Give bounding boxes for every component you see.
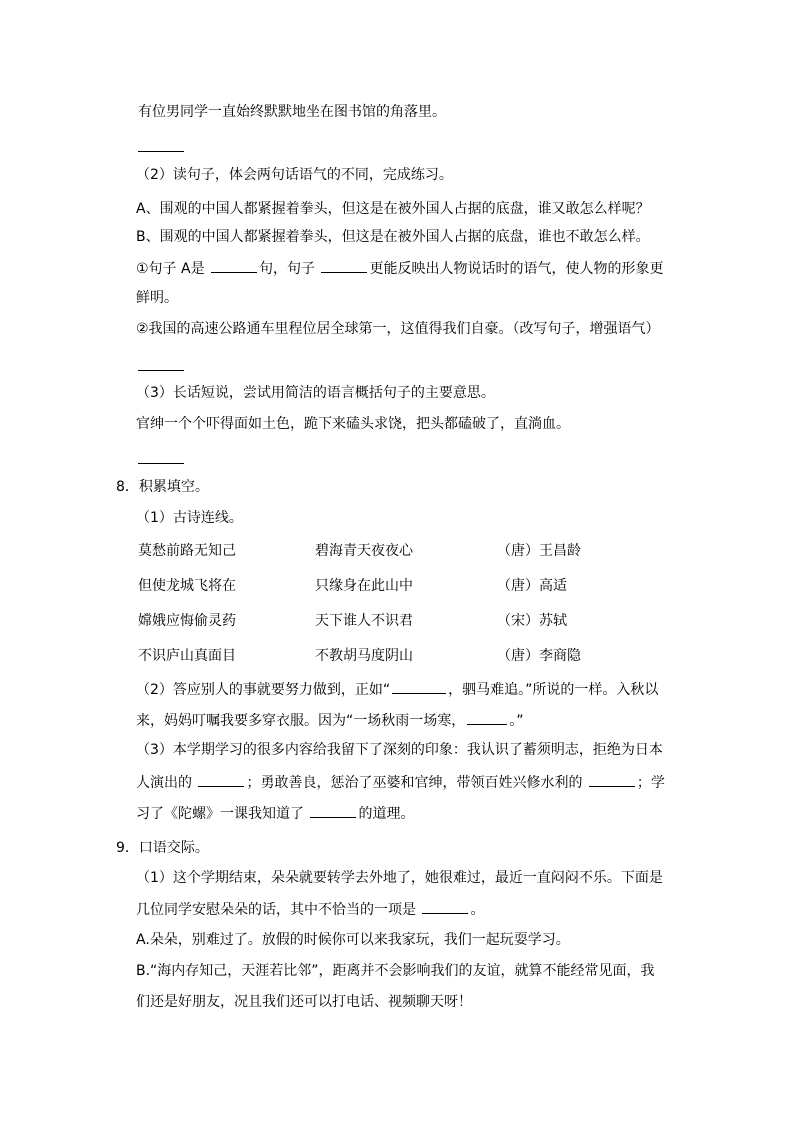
text-segment: 9．口语交际。 — [116, 840, 209, 856]
text-line — [136, 227, 650, 247]
text-segment: 几位同学安慰朵朵的话，其中不恰当的一项是 — [136, 902, 421, 918]
poem-col2-item: 不教胡马度阴山 — [315, 648, 413, 664]
text-line — [116, 477, 209, 497]
text-segment: A、围观的中国人都紧握着拳头，但这是在被外国人占据的底盘，谁又敢怎么样呢？ — [136, 201, 650, 217]
text-segment: 官绅一个个吓得面如土色，跪下来磕头求饶，把头都磕破了，直淌血。 — [136, 416, 570, 432]
text-segment: 鲜明。 — [136, 290, 178, 306]
text-segment: 。” — [509, 713, 524, 729]
text-line — [136, 679, 658, 700]
text-segment: 8．积累填空。 — [116, 479, 209, 495]
text-line — [138, 102, 446, 122]
poem-col3-item: （唐）高适 — [497, 578, 567, 594]
answer-line — [138, 151, 184, 152]
answer-line — [138, 463, 184, 464]
text-line — [136, 199, 650, 219]
fill-blank[interactable] — [198, 772, 244, 787]
fill-blank[interactable] — [211, 258, 257, 273]
text-segment: 们还是好朋友，况且我们还可以打电话、视频聊天呀！ — [136, 994, 472, 1010]
text-line — [136, 803, 414, 824]
fill-blank[interactable] — [321, 258, 367, 273]
text-line — [136, 740, 663, 760]
text-line — [136, 258, 663, 279]
fill-blank[interactable] — [310, 803, 356, 818]
text-segment: ，驷马难追。”所说的一样。入秋以 — [448, 682, 659, 698]
text-segment: 习了《陀螺》一课我知道了 — [136, 806, 309, 822]
text-segment: 句，句子 — [259, 261, 320, 277]
text-segment: B.“海内存知己，天涯若比邻”，距离并不会影响我们的友谊，就算不能经常见面，我 — [136, 963, 655, 979]
poem-col3-item: （唐）李商隐 — [497, 648, 581, 664]
text-segment: ①句子 A是 — [136, 261, 210, 277]
text-segment: B、围观的中国人都紧握着拳头，但这是在被外国人占据的底盘，谁也不敢怎么样。 — [136, 229, 650, 245]
text-line — [136, 992, 472, 1012]
text-segment: ；勇敢善良，惩治了巫婆和官绅，带领百姓兴修水利的 — [246, 775, 587, 791]
poem-col3-item: （宋）苏轼 — [497, 613, 567, 629]
text-segment: 的道理。 — [358, 806, 415, 822]
text-segment: ②我国的高速公路通车里程位居全球第一，这值得我们自豪。（改写句子，增强语气） — [136, 321, 660, 337]
text-segment: 。 — [470, 902, 485, 918]
text-segment: 更能反映出人物说话时的语气，使人物的形象更 — [369, 261, 664, 277]
text-line — [136, 414, 570, 434]
text-segment: 有位男同学一直始终默默地坐在图书馆的角落里。 — [138, 104, 446, 120]
fill-blank[interactable] — [589, 772, 635, 787]
text-line — [136, 899, 484, 920]
text-line — [116, 838, 209, 858]
text-segment: （1）这个学期结束，朵朵就要转学去外地了，她很难过，最近一直闷闷不乐。下面是 — [136, 870, 663, 886]
text-segment: ；学 — [636, 775, 665, 791]
poem-col2-item: 只缘身在此山中 — [315, 578, 413, 594]
fill-blank[interactable] — [467, 710, 507, 725]
text-segment: 人演出的 — [136, 775, 197, 791]
text-segment: （2）答应别人的事就要努力做到，正如“ — [136, 682, 391, 698]
poem-col1-item: 嫦娥应悔偷灵药 — [138, 613, 236, 629]
text-line — [136, 961, 655, 981]
poem-col1-item: 不识庐山真面目 — [138, 648, 236, 664]
text-segment: （3）长话短说，尝试用简洁的语言概括句子的主要意思。 — [136, 385, 495, 401]
text-line — [136, 319, 660, 339]
poem-col1-item: 莫愁前路无知己 — [138, 543, 236, 559]
poem-col3-item: （唐）王昌龄 — [497, 543, 581, 559]
poem-col2-item: 碧海青天夜夜心 — [315, 543, 413, 559]
text-segment: 来，妈妈叮嘱我要多穿衣服。因为“一场秋雨一场寒， — [136, 713, 466, 729]
text-line — [136, 930, 570, 950]
answer-line — [138, 370, 184, 371]
fill-blank[interactable] — [422, 899, 468, 914]
text-segment: A.朵朵，别难过了。放假的时候你可以来我家玩，我们一起玩耍学习。 — [136, 932, 570, 948]
text-line — [136, 383, 495, 403]
text-segment: （2）读句子，体会两句话语气的不同，完成练习。 — [136, 167, 453, 183]
text-line — [136, 772, 665, 793]
text-line — [136, 165, 453, 185]
text-segment: （1）古诗连线。 — [136, 510, 243, 526]
text-line — [136, 508, 243, 528]
text-line — [136, 288, 178, 308]
poem-col2-item: 天下谁人不识君 — [315, 613, 413, 629]
text-line — [136, 710, 524, 731]
text-segment: （3）本学期学习的很多内容给我留下了深刻的印象：我认识了蓄须明志，拒绝为日本 — [136, 742, 663, 758]
poem-col1-item: 但使龙城飞将在 — [138, 578, 236, 594]
text-line — [136, 868, 663, 888]
fill-blank[interactable] — [392, 679, 446, 694]
